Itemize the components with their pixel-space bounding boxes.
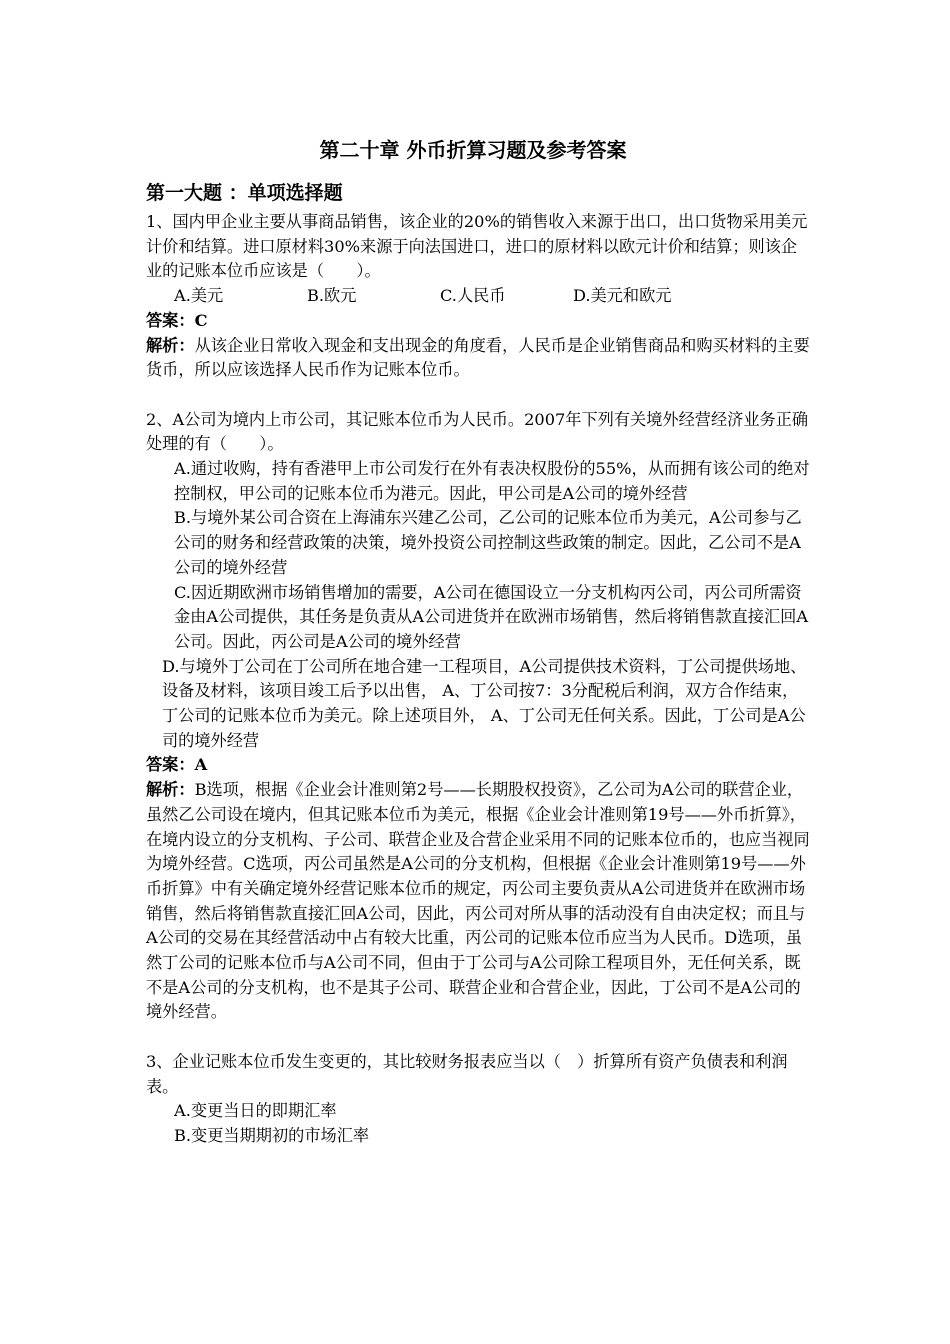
question-1-option-d: D.美元和欧元	[573, 286, 672, 306]
answer-value: A	[194, 755, 208, 775]
question-2-stem: 2、A公司为境内上市公司，其记账本位币为人民币。2007年下列有关境外经营经济业务正确处理的有（ ）。	[146, 409, 809, 454]
analysis-label: 解析：	[146, 335, 195, 355]
analysis-label: 解析：	[146, 780, 195, 800]
question-1-option-a: A.美元	[174, 286, 224, 306]
analysis-text: 从该企业日常收入现金和支出现金的角度看，人民币是企业销售商品和购买材料的主要货币，所以应该选择人民币作为记账本位币。	[146, 335, 810, 380]
question-1-stem: 1、国内甲企业主要从事商品销售，该企业的20%的销售收入来源于出口，出口货物采用美元计价和结算。进口原材料30%来源于向法国进口，进口的原材料以欧元计价和结算；则该企业的记账本位币应该是（ ）。	[146, 212, 808, 281]
question-2-answer	[146, 753, 812, 778]
analysis-text: B选项，根据《企业会计准则第2号——长期股权投资》，乙公司为A公司的联营企业，虽然乙公司设在境内，但其记账本位币为美元，根据《企业会计准则第19号——外币折算》，在境内设立的分支机构、子公司、联营企业及合营企业采用不同的记账本位币的，也应当视同为境外经营。C选项，丙公司虽然是A公司的分支机构，但根据《企业会计准则第19号——外币折算》中有关确定境外经营记账本位币的规定，丙公司主要负责从A公司进货并在欧洲市场销售，然后将销售款直接汇回A公司，因此，丙公司对所从事的活动没有自由决定权；而且与A公司的交易在其经营活动中占有较大比重，丙公司的记账本位币应当为人民币。D选项，虽然丁公司的记账本位币与A公司不同，但由于丁公司与A公司除工程项目外，无任何关系，既不是A公司的分支机构，也不是其子公司、联营企业和合营企业，因此，丁公司不是A公司的境外经营。	[146, 780, 810, 1022]
question-1-answer	[146, 309, 812, 334]
spacer	[146, 1025, 812, 1050]
question-1-analysis	[146, 334, 812, 383]
question-2-option-b: B.与境外某公司合资在上海浦东兴建乙公司，乙公司的记账本位币为美元，A公司参与乙公司的财务和经营政策的决策，境外投资公司控制这些政策的制定。因此，乙公司不是A公司的境外经营	[174, 508, 802, 577]
answer-label: 答案：	[146, 755, 195, 775]
section-title: 第一大题 ：单项选择题	[146, 182, 343, 204]
question-3-stem: 3、企业记账本位币发生变更的，其比较财务报表应当以（ ）折算所有资产负债表和利润表。	[146, 1051, 788, 1096]
question-2-option-a: A.通过收购，持有香港甲上市公司发行在外有表决权股份的55%，从而拥有该公司的绝对控制权，甲公司的记账本位币为港元。因此，甲公司是A公司的境外经营	[174, 459, 810, 503]
question-2-option-c: C.因近期欧洲市场销售增加的需要，A公司在德国设立一分支机构丙公司，丙公司所需资金由A公司提供，其任务是负责从A公司进货并在欧洲市场销售，然后将销售款直接汇回A公司。因此，丙公司是A公司的境外经营	[174, 582, 809, 651]
answer-value: C	[194, 310, 208, 330]
question-2-analysis	[146, 778, 812, 1025]
document-title: 第二十章 外币折算习题及参考答案	[319, 138, 627, 162]
question-3-option-b: B.变更当期期初的市场汇率	[174, 1125, 370, 1145]
question-2-option-d: D.与境外丁公司在丁公司所在地合建一工程项目，A公司提供技术资料，丁公司提供场地、设备及材料，该项目竣工后予以出售， A、丁公司按7：3分配税后利润，双方合作结束，丁公司的记账本位币为美元。除上述项目外， A、丁公司无任何关系。因此，丁公司是A公司的境外经营	[162, 656, 807, 750]
question-1-options	[146, 284, 812, 309]
answer-label: 答案：	[146, 310, 195, 330]
question-1-option-c: C.人民币	[440, 286, 506, 306]
question-3-option-a: A.变更当日的即期汇率	[174, 1101, 337, 1121]
document-page	[146, 130, 812, 1149]
spacer	[146, 383, 812, 408]
question-1-option-b: B.欧元	[307, 286, 357, 306]
